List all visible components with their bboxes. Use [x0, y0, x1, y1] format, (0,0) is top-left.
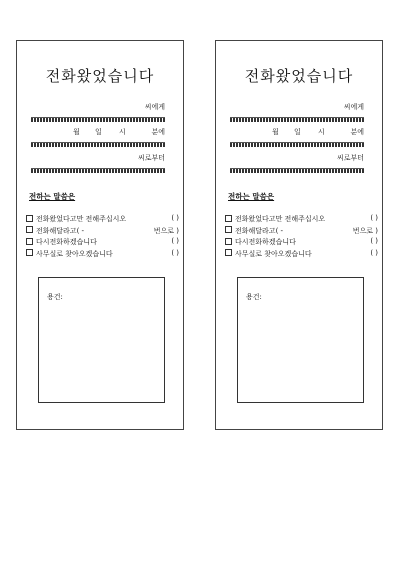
month-label: 월 [73, 128, 80, 136]
message-heading: 전하는 말씀은 [29, 192, 76, 201]
recipient-field[interactable]: 씨에게 [343, 103, 364, 111]
option-call-back[interactable] [26, 226, 181, 238]
phone-message-slip-left [16, 40, 184, 430]
divider-line [31, 142, 165, 147]
checkbox-icon[interactable] [225, 226, 232, 233]
divider-line [230, 117, 364, 122]
checkbox-icon[interactable] [225, 215, 232, 222]
option-paren: ( ) [370, 237, 378, 245]
hour-label: 시 [318, 128, 325, 136]
option-paren: 번으로 ) [153, 226, 179, 235]
sender-field[interactable]: 씨로부터 [137, 154, 165, 162]
checkbox-icon[interactable] [26, 226, 33, 233]
option-label: 전화왔었다고만 전해주십시오 [36, 215, 127, 223]
option-paren: ( ) [171, 237, 179, 245]
option-label: 사무실로 찾아오겠습니다 [36, 249, 113, 258]
option-call-back[interactable] [225, 226, 380, 238]
day-label: 일 [294, 128, 301, 136]
slip-title: 전화왔었습니다 [244, 67, 354, 85]
memo-box[interactable] [237, 277, 364, 403]
option-paren: ( ) [171, 214, 179, 222]
option-label: 사무실로 찾아오겠습니다 [235, 249, 312, 258]
message-heading: 전하는 말씀은 [228, 192, 275, 201]
option-paren: ( ) [370, 214, 378, 222]
option-label: 다시전화하겠습니다 [235, 238, 296, 246]
divider-line [31, 117, 165, 122]
option-will-visit[interactable] [225, 249, 380, 261]
memo-box[interactable] [38, 277, 165, 403]
checkbox-icon[interactable] [26, 238, 33, 245]
option-call-notice[interactable] [26, 214, 181, 226]
day-label: 일 [95, 128, 102, 136]
option-will-call-again[interactable] [26, 237, 181, 249]
minute-label: 분에 [350, 128, 364, 136]
phone-message-slip-right [215, 40, 383, 430]
message-options [225, 214, 380, 260]
month-label: 월 [272, 128, 279, 136]
option-label: 전화왔었다고만 전해주십시오 [235, 215, 326, 223]
memo-label: 용건: [47, 293, 63, 301]
sender-field[interactable]: 씨로부터 [336, 154, 364, 162]
option-label: 전화해달라고( - [36, 226, 85, 235]
hour-label: 시 [119, 128, 126, 136]
minute-label: 분에 [151, 128, 165, 136]
option-call-notice[interactable] [225, 214, 380, 226]
recipient-field[interactable]: 씨에게 [144, 103, 165, 111]
slip-title: 전화왔었습니다 [45, 67, 155, 85]
option-label: 다시전화하겠습니다 [36, 238, 97, 246]
option-paren: ( ) [370, 248, 378, 257]
checkbox-icon[interactable] [26, 215, 33, 222]
memo-label: 용건: [246, 293, 262, 301]
checkbox-icon[interactable] [26, 249, 33, 256]
divider-line [31, 168, 165, 173]
checkbox-icon[interactable] [225, 238, 232, 245]
option-will-visit[interactable] [26, 249, 181, 261]
option-paren: ( ) [171, 248, 179, 257]
checkbox-icon[interactable] [225, 249, 232, 256]
option-will-call-again[interactable] [225, 237, 380, 249]
option-paren: 번으로 ) [352, 226, 378, 235]
divider-line [230, 168, 364, 173]
divider-line [230, 142, 364, 147]
message-options [26, 214, 181, 260]
option-label: 전화해달라고( - [235, 226, 284, 235]
